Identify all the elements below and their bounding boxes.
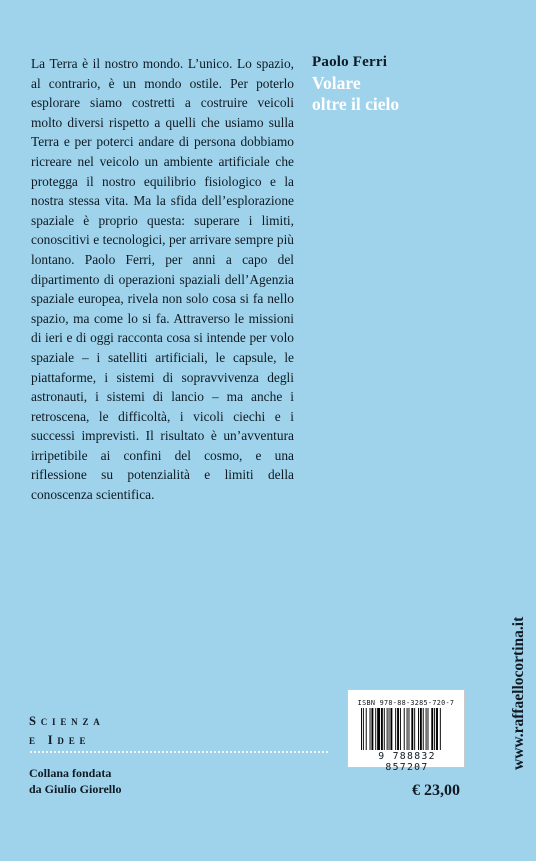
series-note <box>29 766 121 797</box>
barcode-icon <box>361 708 453 750</box>
book-title-line: Volare <box>312 73 361 93</box>
dotted-divider <box>29 751 329 753</box>
series-name-line: Scienza <box>29 714 105 728</box>
book-title-line: oltre il cielo <box>312 94 400 114</box>
price: € 23,00 <box>412 782 460 799</box>
back-cover-blurb: La Terra è il nostro mondo. L’unico. Lo spazio, al contrario, è un mondo ostile. Per poterlo esplorare siamo costretti a costruire veicoli molto diversi rispetto a quelli che usiamo sulla Terra e per poterci andare di persona dobbiamo ricreare nel veicolo un ambiente artificiale che protegga il nostro equilibrio fisiologico e la nostra stessa vita. Ma la sfida dell’esplorazione spaziale è proprio questa: superare i limiti, conoscitivi e tecnologici, per arrivare sempre più lontano. Paolo Ferri, per anni a capo del dipartimento di operazioni spaziali dell’Agenzia spaziale europea, rivela non solo cosa si fa nello spazio, ma come lo si fa. Attraverso le missioni di ieri e di oggi racconta cosa si intende per volo spaziale – i satelliti artificiali, le capsule, le piattaforme, i sistemi di sopravvivenza degli astronauti, i sistemi di lancio – ma anche i retroscena, le difficoltà, i vicoli ciechi e i successi imprevisti. Il risultato è un’avventura irripetibile ai confini del cosmo, e una riflessione su potenzialità e limiti della conoscenza scientifica. <box>31 56 294 503</box>
series-name-line: e Idee <box>29 733 91 747</box>
book-title <box>312 73 492 115</box>
author-name: Paolo Ferri <box>312 54 388 70</box>
publisher-website: www.raffaellocortina.it <box>510 616 527 770</box>
barcode-box <box>347 689 465 773</box>
isbn-text: ISBN 978-88-3285-720-7 <box>357 699 455 707</box>
series-note-line: da Giulio Giorello <box>29 781 122 796</box>
ean-digits: 9 788832 857207 <box>378 751 436 773</box>
series-name <box>29 712 105 750</box>
series-note-line: Collana fondata <box>29 766 112 780</box>
